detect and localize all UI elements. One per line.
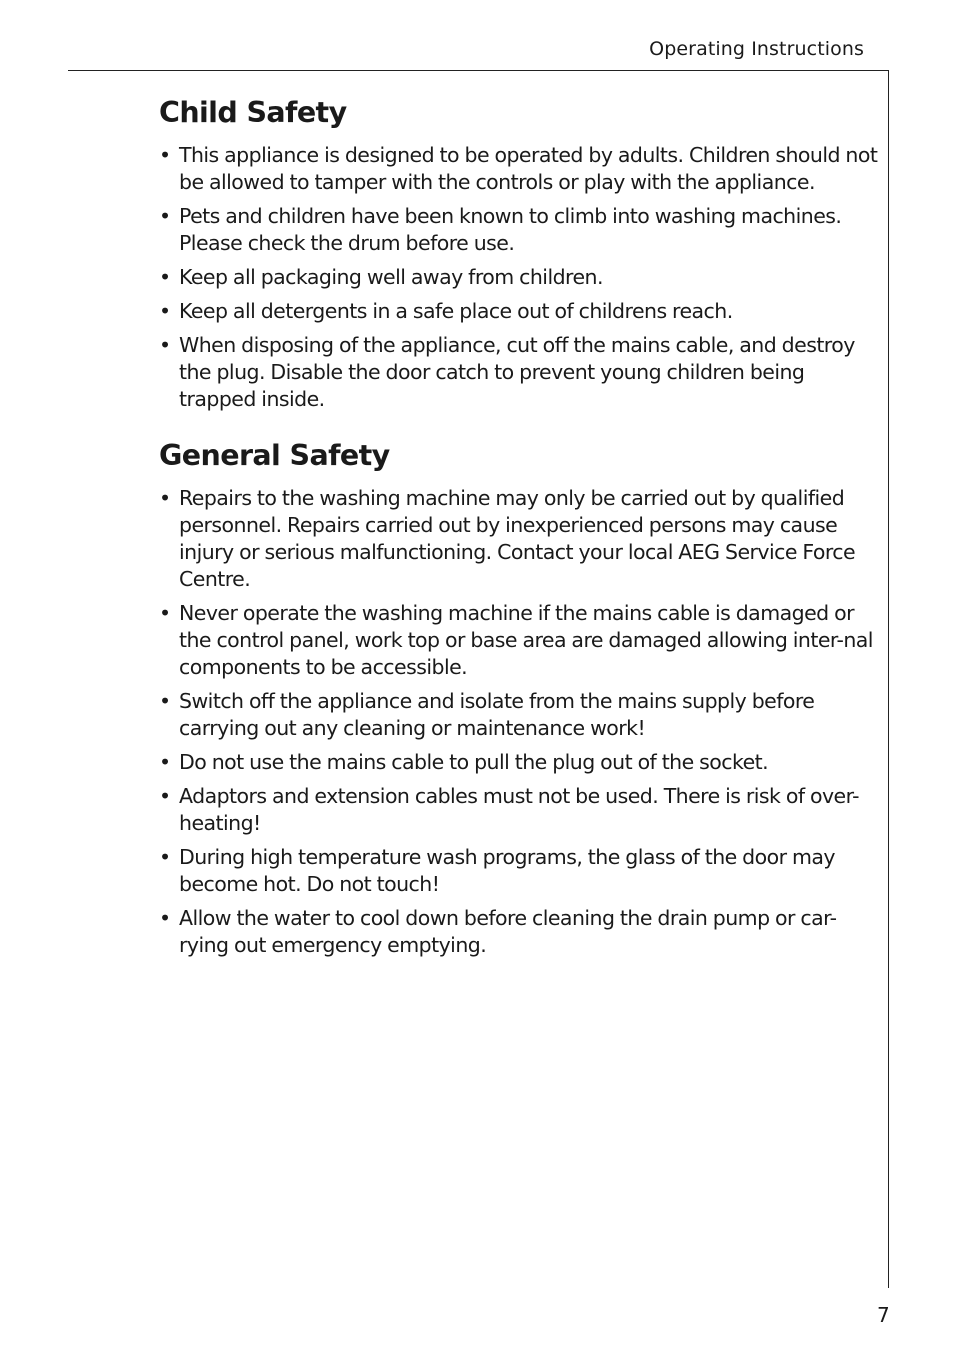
side-rule <box>888 70 889 1288</box>
list-item <box>159 264 879 291</box>
list-item <box>159 203 879 257</box>
bullet-icon: • <box>159 689 171 713</box>
list-item-text: Never operate the washing machine if the mains cable is damaged or the control panel, work top or base area are damaged allowing inter-nal components to be accessible. <box>179 601 873 679</box>
child-safety-section <box>159 94 879 413</box>
list-item <box>159 298 879 325</box>
list-item-text: Allow the water to cool down before cleaning the drain pump or car-rying out emergency emptying. <box>179 906 837 957</box>
running-header: Operating Instructions <box>649 38 864 60</box>
list-item <box>159 783 879 837</box>
list-item <box>159 485 879 593</box>
bullet-icon: • <box>159 784 171 808</box>
list-item-text: During high temperature wash programs, the glass of the door may become hot. Do not touch! <box>179 845 835 896</box>
list-item-text: When disposing of the appliance, cut off the mains cable, and destroy the plug. Disable the door catch to prevent young children being trapped inside. <box>179 333 855 411</box>
list-item-text: Switch off the appliance and isolate from the mains supply before carrying out any cleaning or maintenance work! <box>179 689 815 740</box>
bullet-icon: • <box>159 333 171 357</box>
bullet-icon: • <box>159 750 171 774</box>
page-number: 7 <box>877 1303 890 1327</box>
section-heading: Child Safety <box>159 96 347 129</box>
list-item-text: Adaptors and extension cables must not be used. There is risk of over-heating! <box>179 784 859 835</box>
bullet-icon: • <box>159 601 171 625</box>
list-item-text: Pets and children have been known to climb into washing machines. Please check the drum before use. <box>179 204 842 255</box>
list-item <box>159 600 879 681</box>
list-item-text: Repairs to the washing machine may only be carried out by qualified personnel. Repairs carried out by inexperienced persons may cause injury or serious malfunctioning. Contact your local AEG Service Force Centre. <box>179 486 856 591</box>
list-item <box>159 844 879 898</box>
bullet-list <box>159 485 879 959</box>
list-item-text: Do not use the mains cable to pull the plug out of the socket. <box>179 750 769 774</box>
bullet-list <box>159 142 879 413</box>
list-item <box>159 749 879 776</box>
bullet-icon: • <box>159 143 171 167</box>
bullet-icon: • <box>159 906 171 930</box>
general-safety-section <box>159 437 879 959</box>
header-rule <box>68 70 889 71</box>
list-item-text: Keep all detergents in a safe place out of childrens reach. <box>179 299 733 323</box>
list-item <box>159 142 879 196</box>
list-item <box>159 905 879 959</box>
section-heading: General Safety <box>159 439 390 472</box>
bullet-icon: • <box>159 486 171 510</box>
list-item-text: This appliance is designed to be operated by adults. Children should not be allowed to tamper with the controls or play with the appliance. <box>179 143 878 194</box>
list-item <box>159 688 879 742</box>
bullet-icon: • <box>159 265 171 289</box>
list-item-text: Keep all packaging well away from children. <box>179 265 603 289</box>
bullet-icon: • <box>159 204 171 228</box>
page-content <box>159 94 879 966</box>
list-item <box>159 332 879 413</box>
bullet-icon: • <box>159 845 171 869</box>
bullet-icon: • <box>159 299 171 323</box>
